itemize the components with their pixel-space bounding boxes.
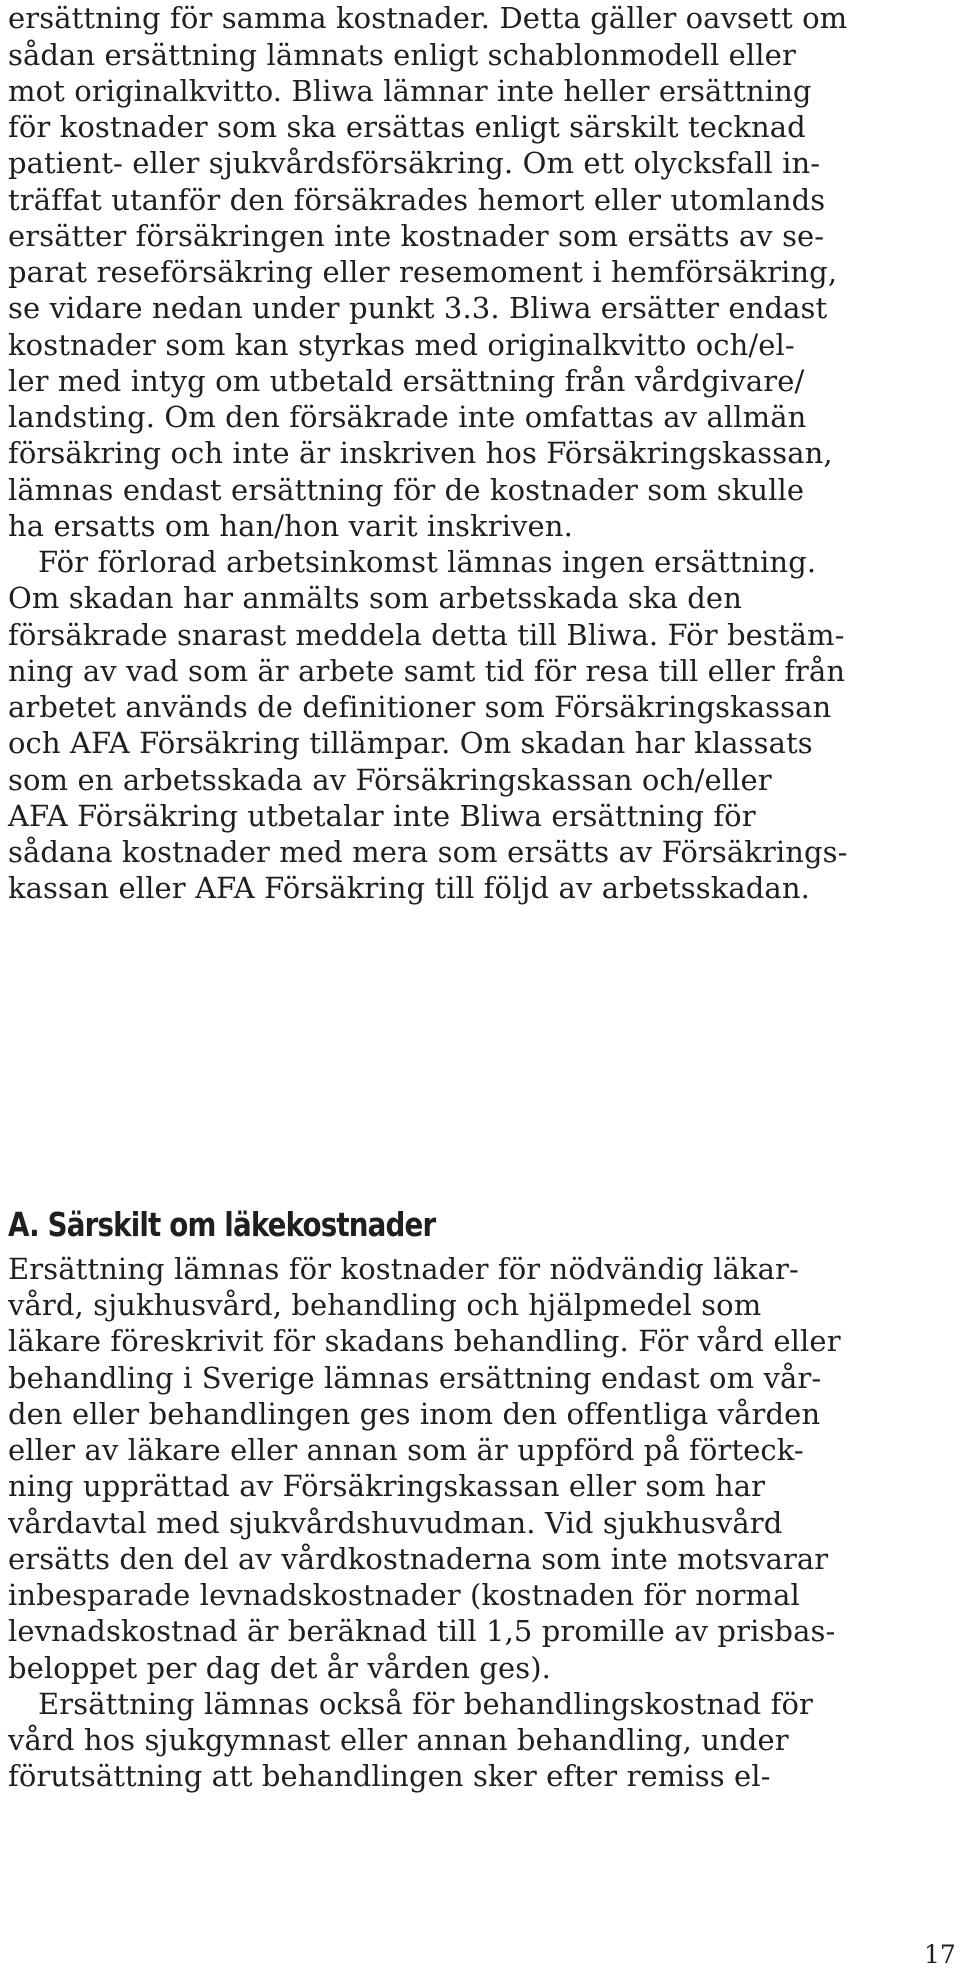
text-line: landsting. Om den försäkrade inte omfattas av allmän [8,400,807,434]
text-line: ning av vad som är arbete samt tid för resa till eller från [8,654,846,688]
text-line: Ersättning lämnas också för behandlingskostnad för [38,1687,813,1721]
text-line: vårdavtal med sjukvårdshuvudman. Vid sjukhusvård [8,1506,783,1540]
text-line: Om skadan har anmälts som arbetsskada ska den [8,581,742,615]
text-line: den eller behandlingen ges inom den offentliga vården [8,1397,821,1431]
text-line: vård, sjukhusvård, behandling och hjälpmedel som [8,1288,762,1322]
text-line: vård hos sjukgymnast eller annan behandling, under [8,1723,789,1757]
text-line: ha ersatts om han/hon varit inskriven. [8,509,573,543]
text-line: sådan ersättning lämnats enligt schablonmodell eller [8,38,796,72]
text-line: mot originalkvitto. Bliwa lämnar inte heller ersättning [8,74,812,108]
text-line: patient- eller sjukvårdsförsäkring. Om ett olycksfall in- [8,146,821,180]
text-line: AFA Försäkring utbetalar inte Bliwa ersättning för [8,799,756,833]
text-line: kassan eller AFA Försäkring till följd av arbetsskadan. [8,871,810,905]
text-line: parat reseförsäkring eller resemoment i hemförsäkring, [8,255,838,289]
text-line: och AFA Försäkring tillämpar. Om skadan har klassats [8,726,813,760]
text-line: behandling i Sverige lämnas ersättning endast om vår- [8,1361,822,1395]
text-line: Ersättning lämnas för kostnader för nödvändig läkar- [8,1252,799,1286]
section-heading: A. Särskilt om läkekostnader [8,1205,436,1244]
text-line: ning upprättad av Försäkringskassan eller som har [8,1469,766,1503]
text-line: som en arbetsskada av Försäkringskassan och/eller [8,763,772,797]
text-line: ersätts den del av vårdkostnaderna som inte motsvarar [8,1542,829,1576]
text-line: förutsättning att behandlingen sker efter remiss el- [8,1759,771,1793]
page-number: 17 [924,1940,956,1969]
text-line: ersätter försäkringen inte kostnader som ersätts av se- [8,219,825,253]
text-line: sådana kostnader med mera som ersätts av Försäkrings- [8,835,848,869]
text-line: för kostnader som ska ersättas enligt särskilt tecknad [8,110,806,144]
text-line: kostnader som kan styrkas med originalkvitto och/el- [8,328,795,362]
text-line: eller av läkare eller annan som är uppförd på förteck- [8,1433,804,1467]
text-line: inbesparade levnadskostnader (kostnaden för normal [8,1578,800,1612]
text-line: se vidare nedan under punkt 3.3. Bliwa ersätter endast [8,291,828,325]
text-line: lämnas endast ersättning för de kostnader som skulle [8,473,805,507]
text-line: beloppet per dag det år vården ges). [8,1651,551,1685]
text-line: försäkring och inte är inskriven hos Försäkringskassan, [8,436,833,470]
text-line: För förlorad arbetsinkomst lämnas ingen ersättning. [38,545,817,579]
text-line: levnadskostnad är beräknad till 1,5 promille av prisbas- [8,1614,836,1648]
text-line: försäkrade snarast meddela detta till Bliwa. För bestäm- [8,618,845,652]
text-line: ersättning för samma kostnader. Detta gäller oavsett om [8,1,848,35]
text-line: arbetet används de definitioner som Försäkringskassan [8,690,832,724]
text-line: läkare föreskrivit för skadans behandling. För vård eller [8,1324,841,1358]
text-line: ler med intyg om utbetald ersättning från vårdgivare/ [8,364,805,398]
text-line: träffat utanför den försäkrades hemort eller utomlands [8,183,826,217]
